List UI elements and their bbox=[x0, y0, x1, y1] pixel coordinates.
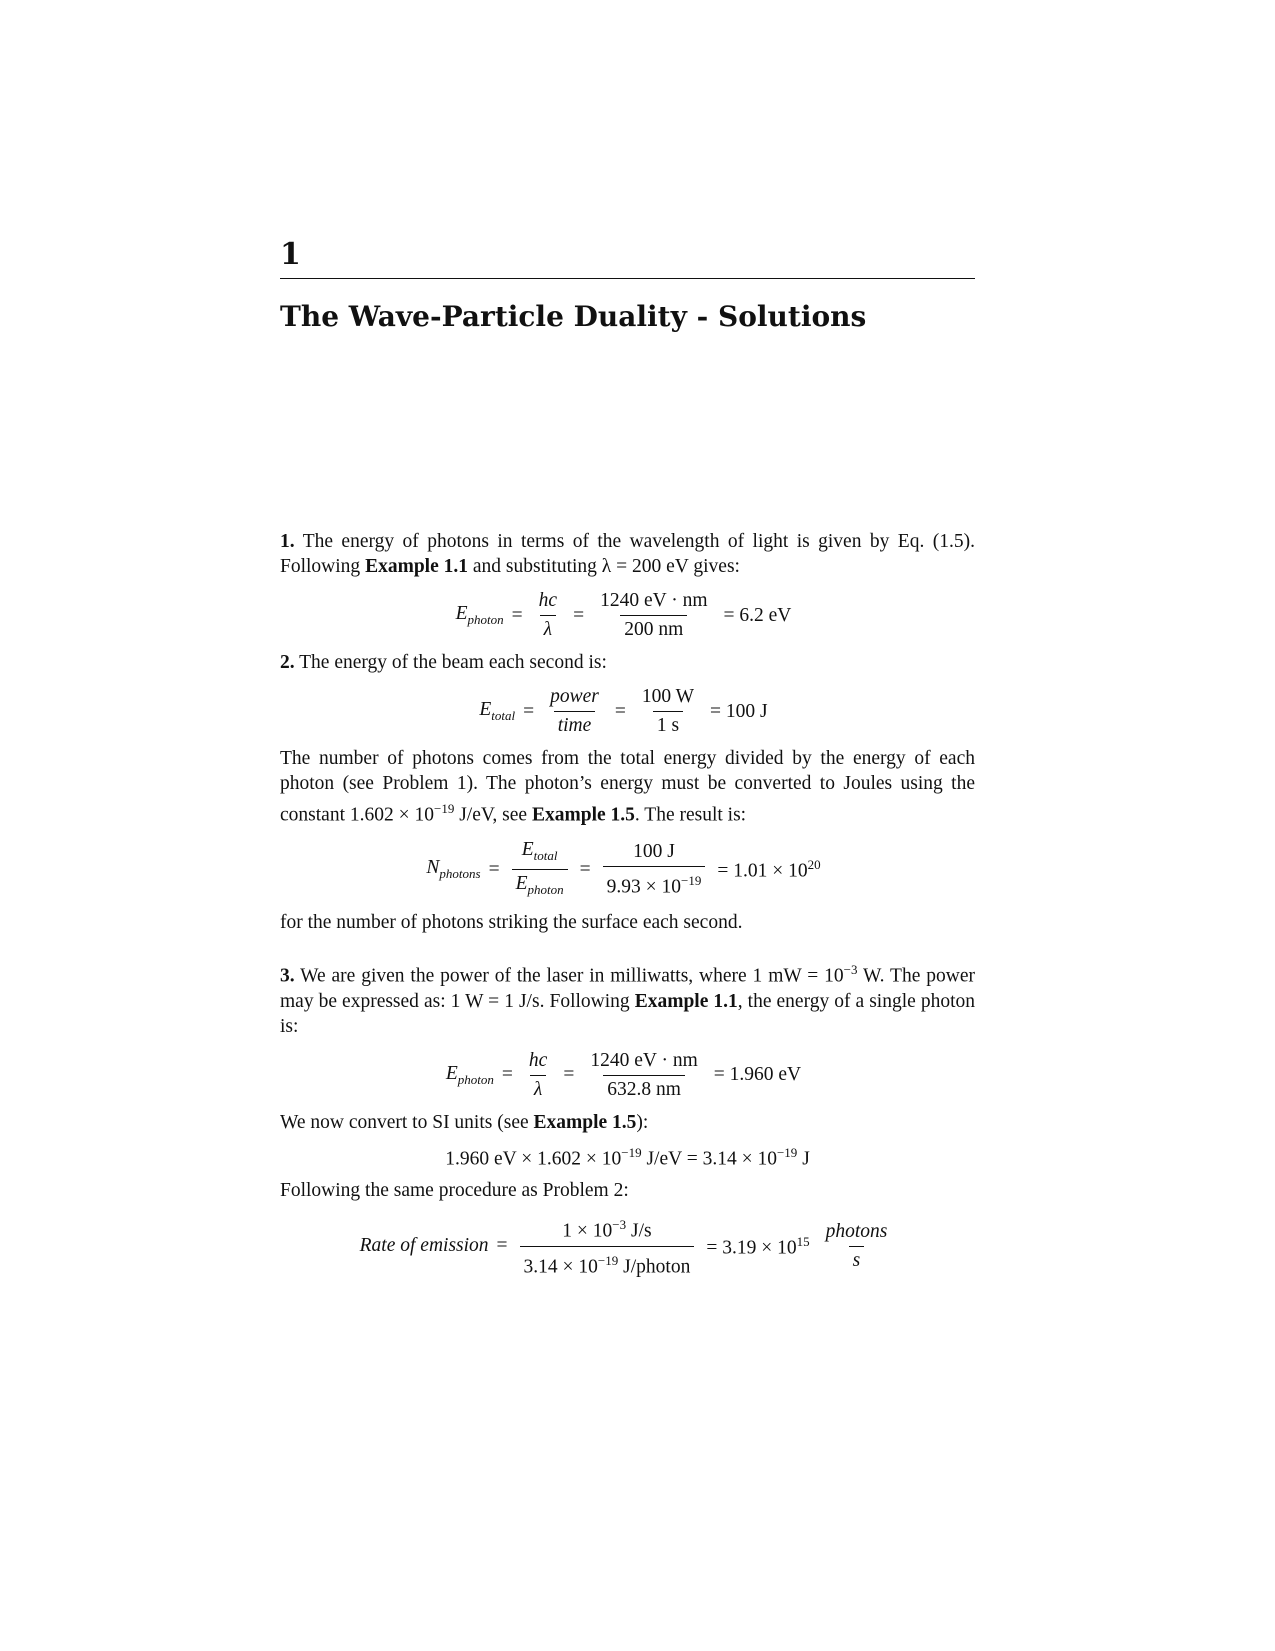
fraction: $\frac{E_{total}}{E_{photon}}$ bbox=[512, 838, 568, 903]
problem-3-procedure: Following the same procedure as Problem 2: bbox=[280, 1180, 629, 1202]
fraction: $\frac{\text{photons}}{s}$ bbox=[825, 1220, 888, 1271]
problem-3-text: 3. We are given the power of the laser in milliwatts, where 1 mW = $10^{-3}$ W. The power may be expressed as: 1 W = 1 J/s. Following Example 1.1, the energy of a single photon is: bbox=[280, 962, 975, 1037]
spacer bbox=[280, 333, 975, 529]
eq-equals: = bbox=[511, 604, 523, 626]
eq-equals: = bbox=[563, 1064, 575, 1086]
example-reference: Example 1.5 bbox=[531, 804, 635, 826]
eq-equals: = bbox=[488, 858, 500, 880]
fraction: $\frac{100 W}{1 s}$ bbox=[641, 686, 695, 736]
eq-result: = 6.2 eV bbox=[723, 604, 792, 626]
problem-2-conclusion: for the number of photons striking the surface each second. bbox=[280, 912, 743, 934]
fraction: $\frac{1 \times 10^{-3} J/s}{3.14 \times 10^{-19} J/photon}$ bbox=[520, 1213, 695, 1279]
problem-2-text bbox=[280, 650, 975, 675]
eq-lhs: Rate of emission bbox=[359, 1235, 489, 1257]
fraction: $\frac{hc}{\lambda}$ bbox=[528, 1049, 548, 1100]
eq-result: = 100 J bbox=[710, 700, 768, 722]
eq-result: = 1.960 eV bbox=[713, 1064, 802, 1086]
example-reference: Example 1.5 bbox=[533, 1111, 637, 1133]
problem-1-text bbox=[280, 529, 975, 579]
equation-si-conversion bbox=[280, 1145, 975, 1171]
chapter-number: 1 bbox=[280, 237, 301, 272]
equation-emission-rate bbox=[280, 1213, 975, 1279]
chapter-rule bbox=[280, 278, 975, 279]
eq-lhs: $E_{total}$ bbox=[479, 699, 516, 723]
example-reference: Example 1.1 bbox=[365, 556, 468, 577]
eq-equals: = bbox=[496, 1235, 508, 1257]
fraction: $\frac{\text{power}}{\text{time}}$ bbox=[550, 686, 599, 736]
text-span: and substituting λ = 200 eV gives: bbox=[467, 556, 740, 577]
text-span: The energy of photons in terms of the wavelength of light is given by Eq. (1.5). Following bbox=[280, 531, 975, 577]
eq-equals: = bbox=[614, 700, 626, 722]
eq-result: = $3.19 \times 10^{15}$ bbox=[706, 1233, 810, 1259]
eq-line: 1.960 eV × $1.602 \times 10^{-19}$ $J/eV = 3.14 \times 10^{-19}$ J bbox=[445, 1144, 810, 1170]
fraction: $\frac{1240 eV \cdot nm}{200 nm}$ bbox=[600, 590, 708, 640]
eq-result: = $1.01 \times 10^{20}$ bbox=[717, 857, 821, 882]
fraction: $\frac{1240 eV \cdot nm}{632.8 nm}$ bbox=[590, 1049, 698, 1100]
fraction: $\frac{100 J}{9.93 \times 10^{-19}}$ bbox=[603, 840, 706, 900]
eq-equals: = bbox=[501, 1064, 513, 1086]
fraction: $\frac{hc}{\lambda}$ bbox=[538, 590, 558, 640]
problem-number: 2. bbox=[280, 652, 295, 673]
problem-number: 3. bbox=[280, 965, 295, 987]
page-content bbox=[280, 237, 975, 1287]
eq-equals: = bbox=[573, 604, 585, 626]
chapter-title: The Wave-Particle Duality - Solutions bbox=[280, 300, 867, 333]
equation-photon-energy-1 bbox=[280, 589, 975, 642]
example-reference: Example 1.1 bbox=[634, 990, 738, 1012]
problem-3-convert: We now convert to SI units (see Example 1.5): bbox=[280, 1111, 649, 1133]
text-span: The energy of the beam each second is: bbox=[294, 652, 607, 673]
eq-equals: = bbox=[523, 700, 535, 722]
equation-photon-energy-3 bbox=[280, 1049, 975, 1102]
eq-lhs: $E_{photon}$ bbox=[455, 603, 504, 627]
eq-lhs: $N_{photons}$ bbox=[426, 857, 481, 882]
equation-total-energy bbox=[280, 685, 975, 738]
problem-2-explanation: The number of photons comes from the total energy divided by the energy of each photon (see Problem 1). The photon’s energy must be converted to Joules using the constant $1.602 \times 10^{-19}$ J/eV, see Example 1.5. The result is: bbox=[280, 748, 975, 826]
equation-photon-count bbox=[280, 838, 975, 903]
eq-equals: = bbox=[579, 858, 591, 880]
problem-number: 1. bbox=[280, 531, 295, 552]
eq-lhs: $E_{photon}$ bbox=[445, 1062, 494, 1087]
